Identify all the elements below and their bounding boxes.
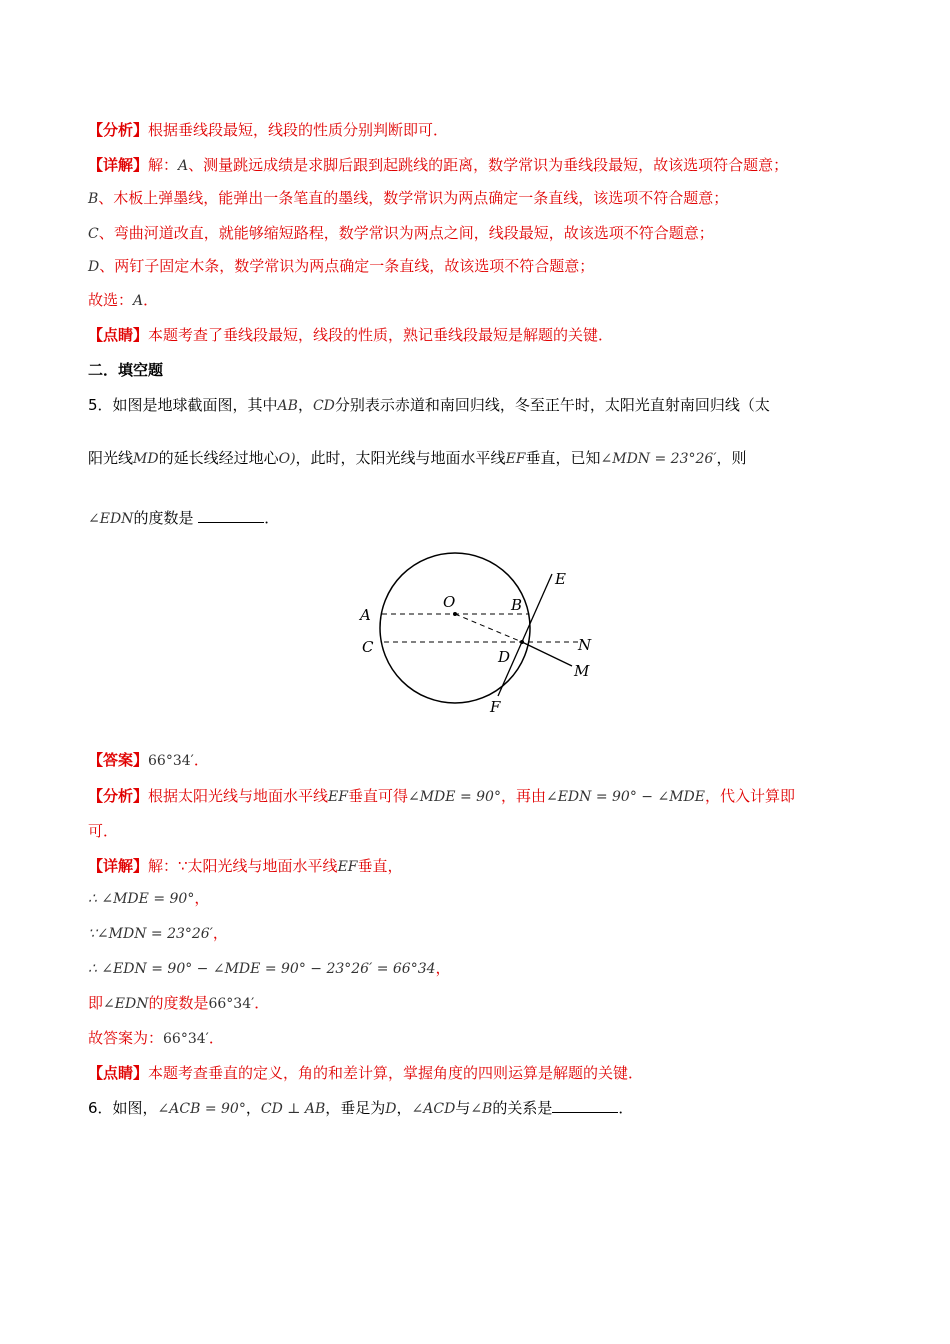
q5-detail-4 <box>88 958 451 979</box>
section-title: 二．填空题 <box>88 361 164 379</box>
math-edn-formula: ∠EDN = 90° − ∠MDE <box>545 789 705 805</box>
q5-comment <box>88 1063 643 1083</box>
q5-text: ，再由 <box>500 787 546 805</box>
q4-comment <box>88 325 613 345</box>
math-ef: EF <box>328 789 348 805</box>
q6-text: 的关系是 <box>492 1099 553 1117</box>
detail-prefix: 解： <box>148 156 179 174</box>
q5-analysis-2: 可． <box>88 822 119 840</box>
math-ab: AB <box>277 398 298 414</box>
q5-text: ． <box>208 1029 224 1047</box>
math-ef: EF <box>505 451 526 467</box>
q5-text: 的度数是 <box>133 509 194 527</box>
q5-text: ， <box>212 924 228 942</box>
math-acb-eq: ∠ACB = 90° <box>157 1101 246 1117</box>
math-d: D <box>385 1101 397 1117</box>
q5-text: 根据太阳光线与地面水平线 <box>148 787 329 805</box>
q5-text: 即 <box>88 994 104 1012</box>
comment-text: 本题考查了垂线段最短，线段的性质，熟记垂线段最短是解题的关键． <box>148 326 614 344</box>
earth-cross-section-figure <box>340 530 620 720</box>
q5-text: 故答案为： <box>88 1029 164 1047</box>
label-m: M <box>574 662 590 680</box>
q5-text: ， <box>194 889 210 907</box>
answer-blank <box>198 508 264 523</box>
q6-text: ． <box>618 1099 634 1117</box>
q5-detail-6 <box>88 1028 224 1049</box>
option-letter: B <box>88 191 99 207</box>
math-step: ∴ ∠EDN = 90° − ∠MDE = 90° − 23°26′ = 66°34 <box>88 961 436 977</box>
q5-detail-5 <box>88 993 269 1014</box>
q5-text: ． <box>193 751 209 769</box>
q5-text: 的度数是 <box>148 994 209 1012</box>
q5-text: ，代入计算即 <box>704 787 795 805</box>
q5-text: ， <box>297 396 313 414</box>
choice-letter: A <box>133 293 144 309</box>
q5-text: ，则 <box>716 449 747 467</box>
detail-tag: 【详解】 <box>88 857 149 875</box>
analysis-tag: 【分析】 <box>88 121 149 139</box>
math-value: 66°34′ <box>163 1031 209 1047</box>
answer-tag: 【答案】 <box>88 751 149 769</box>
choice-prefix: 故选： <box>88 291 134 309</box>
label-f: F <box>490 698 501 716</box>
q5-line-2 <box>88 448 747 469</box>
option-text: 、弯曲河道改直，就能够缩短路程，数学常识为两点之间，线段最短，故该选项不符合题意； <box>98 224 714 242</box>
comment-text: 本题考查垂直的定义，角的和差计算，掌握角度的四则运算是解题的关键． <box>148 1064 644 1082</box>
math-value: 66°34′ <box>208 996 255 1012</box>
math-step: ∴ ∠MDE = 90° <box>88 891 195 907</box>
q6-text: ，垂足为 <box>325 1099 386 1117</box>
math-cd: CD <box>312 398 335 414</box>
label-a: A <box>360 606 371 624</box>
q4-detail-d <box>88 256 594 277</box>
math-b: ∠B <box>470 1101 493 1117</box>
label-c: C <box>362 638 374 656</box>
option-letter: A <box>178 158 189 174</box>
label-e: E <box>555 570 566 588</box>
q5-line-3 <box>88 508 279 529</box>
option-text: 、两钉子固定木条，数学常识为两点确定一条直线，故该选项不符合题意； <box>99 257 595 275</box>
answer-value: 66°34′ <box>148 753 194 769</box>
q4-detail-b <box>88 188 728 209</box>
q5-text: 垂直， <box>357 857 403 875</box>
q5-answer <box>88 750 209 771</box>
detail-tag: 【详解】 <box>88 156 149 174</box>
q5-text: 垂直，已知 <box>525 449 601 467</box>
q4-analysis <box>88 120 448 140</box>
q5-text: ． <box>264 509 280 527</box>
q5-text: 5．如图是地球截面图，其中 <box>88 396 278 414</box>
q5-line-1 <box>88 395 770 416</box>
q4-choice <box>88 290 158 311</box>
q5-detail-2 <box>88 888 209 909</box>
center-point-o <box>453 612 457 616</box>
q6-text: ， <box>245 1099 261 1117</box>
analysis-tag: 【分析】 <box>88 787 149 805</box>
math-cd-perp-ab: CD ⊥ AB <box>260 1101 326 1117</box>
option-letter: D <box>88 259 100 275</box>
q5-detail-1 <box>88 856 403 877</box>
q6-text: 与 <box>455 1099 471 1117</box>
math-step: ∵∠MDN = 23°26′ <box>88 926 213 942</box>
q4-detail-c <box>88 223 714 244</box>
q5-text: 分别表示赤道和南回归线，冬至正午时，太阳光直射南回归线（太 <box>334 396 770 414</box>
analysis-text: 根据垂线段最短，线段的性质分别判断即可． <box>148 121 449 139</box>
q4-detail-a <box>88 155 788 176</box>
comment-tag: 【点睛】 <box>88 1064 149 1082</box>
point-d <box>520 640 524 644</box>
q5-text: ， <box>435 959 451 977</box>
math-ef: EF <box>337 859 358 875</box>
math-o: O) <box>278 451 296 467</box>
choice-suffix: ． <box>143 291 159 309</box>
option-text: 、测量跳远成绩是求脚后跟到起跳线的距离，数学常识为垂线段最短，故该选项符合题意； <box>188 156 789 174</box>
q6-text: ， <box>396 1099 412 1117</box>
earth-circle <box>380 553 530 703</box>
math-md: MD <box>133 451 159 467</box>
q5-text: 垂直可得 <box>347 787 408 805</box>
sunray-od-dashed <box>455 614 522 642</box>
label-n: N <box>578 636 592 654</box>
option-letter: C <box>88 226 99 242</box>
math-mde-eq: ∠MDE = 90° <box>407 789 501 805</box>
q5-text: 解：∵太阳光线与地面水平线 <box>148 857 338 875</box>
comment-tag: 【点睛】 <box>88 326 149 344</box>
sunray-dm <box>522 642 572 666</box>
q5-text: 的延长线经过地心 <box>158 449 279 467</box>
math-mdn-eq: ∠MDN = 23°26′ <box>600 451 717 467</box>
math-edn: ∠EDN <box>103 996 149 1012</box>
q5-text: ，此时，太阳光线与地面水平线 <box>295 449 506 467</box>
q5-detail-3 <box>88 923 228 944</box>
math-acd: ∠ACD <box>411 1101 456 1117</box>
q5-text: ． <box>254 994 270 1012</box>
q6-text: 6．如图， <box>88 1099 158 1117</box>
label-o: O <box>443 593 456 611</box>
label-b: B <box>511 596 523 614</box>
label-d: D <box>498 648 511 666</box>
q5-text: 阳光线 <box>88 449 134 467</box>
answer-blank <box>552 1098 618 1113</box>
q5-analysis-1 <box>88 786 795 807</box>
option-text: 、木板上弹墨线，能弹出一条笔直的墨线，数学常识为两点确定一条直线，该选项不符合题意； <box>98 189 729 207</box>
math-edn: ∠EDN <box>88 511 134 527</box>
q6-line <box>88 1098 633 1119</box>
